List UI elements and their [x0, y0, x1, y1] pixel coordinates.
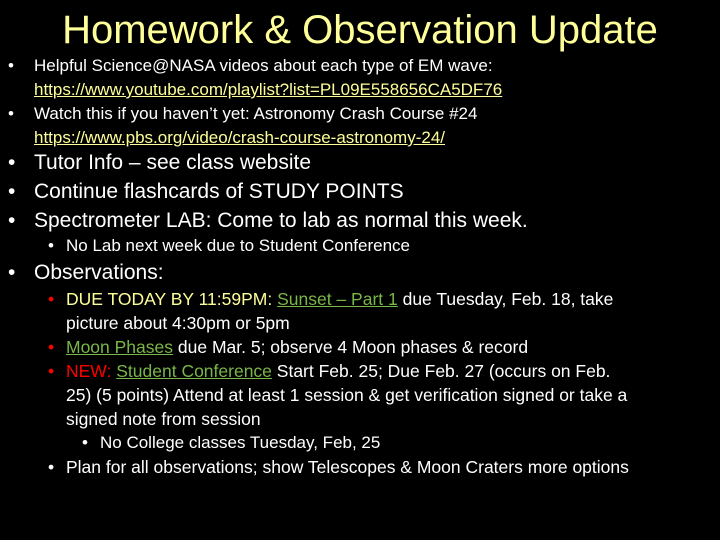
- sunset-detail: due Tuesday, Feb. 18, take: [397, 289, 614, 309]
- tutor-info: Tutor Info – see class website: [34, 151, 312, 174]
- moon-phases-detail: due Mar. 5; observe 4 Moon phases & record: [173, 337, 529, 357]
- sub-bullet-marker: •: [48, 457, 55, 477]
- due-today-label: DUE TODAY BY 11:59PM:: [66, 289, 273, 309]
- conference-line: [66, 359, 610, 383]
- sub-sub-bullet-marker: •: [82, 433, 88, 452]
- sunset-detail-cont: picture about 4:30pm or 5pm: [66, 313, 290, 333]
- bullet-marker: •: [8, 261, 16, 284]
- slide-title: Homework & Observation Update: [62, 8, 658, 52]
- observations-heading: Observations:: [34, 261, 164, 284]
- conference-link[interactable]: Student Conference: [116, 361, 272, 381]
- moon-phases-link[interactable]: Moon Phases: [66, 337, 174, 357]
- new-label: NEW:: [66, 361, 112, 381]
- bullet-marker: •: [8, 151, 16, 174]
- bullet-marker: •: [8, 180, 16, 203]
- no-college-item: No College classes Tuesday, Feb, 25: [100, 433, 381, 452]
- sub-bullet-marker: •: [48, 361, 55, 381]
- sunset-link[interactable]: Sunset – Part 1: [277, 289, 398, 309]
- plan-item: Plan for all observations; show Telescopes & Moon Craters more options: [66, 457, 629, 477]
- due-today-line: [66, 287, 613, 311]
- conference-detail-cont: signed note from session: [66, 409, 261, 429]
- sub-bullet-marker: •: [48, 289, 55, 309]
- no-lab-item: No Lab next week due to Student Conference: [66, 236, 411, 255]
- sub-bullet-marker: •: [48, 337, 55, 357]
- conference-detail: Start Feb. 25; Due Feb. 27 (occurs on Feb.: [271, 361, 611, 381]
- flashcards-item: Continue flashcards of STUDY POINTS: [34, 180, 404, 203]
- bullet-marker: •: [8, 56, 14, 75]
- moon-phases-line: [66, 335, 528, 359]
- conference-detail-cont: 25) (5 points) Attend at least 1 session & get verification signed or take a: [66, 385, 628, 405]
- spectrometer-item: Spectrometer LAB: Come to lab as normal this week.: [34, 209, 528, 232]
- bullet-marker: •: [8, 104, 14, 123]
- sub-bullet-marker: •: [48, 236, 54, 255]
- crash-course-text: Watch this if you haven’t yet: Astronomy Crash Course #24: [34, 104, 478, 123]
- videos-link[interactable]: https://www.youtube.com/playlist?list=PL09E558656CA5DF76: [34, 80, 503, 99]
- crash-course-link[interactable]: https://www.pbs.org/video/crash-course-astronomy-24/: [34, 128, 446, 147]
- bullet-marker: •: [8, 209, 16, 232]
- videos-text: Helpful Science@NASA videos about each type of EM wave:: [34, 56, 493, 75]
